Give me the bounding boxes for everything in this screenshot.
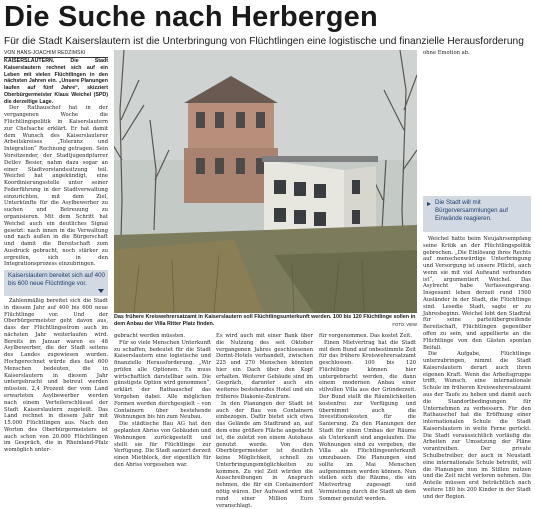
article-lead-column (4, 58, 108, 268)
article-paragraph: Für so viele Menschen Unterkunft zu schaffen, bedeutet für die Stadt Kaiserslautern eine logistische und finanzielle Herausforderung. „Wir prüfen alle Optionen. Es muss wirtschaftlich darstellbar sein. Die günstigste Option wird genommen“, erklärt der Rathauschef das Vorgehen dabei. Alle möglichen Formen werden durchgespielt – von Containern über bestehende Wohnungen bis hin zum Neubau. (114, 339, 211, 421)
pull-quote-text: Kaiserslautern bereitet sich auf 400 bis 600 neue Flüchtlinge vor. (8, 272, 105, 287)
article-paragraph: gebracht werden müssten. (114, 333, 186, 339)
pull-quote-box (4, 270, 108, 296)
info-box (423, 196, 531, 232)
article-column-middle-1 (114, 333, 211, 469)
article-paragraph: Die städtische Bau AG hat den geplanten Abriss von Gebäuden und Wohnungen zurückgestellt und stellt sie für Flüchtlinge zur Verfügung. Die Stadt saniert derzeit einen Mietblock, der eigentlich für den Abriss vorgesehen war. (114, 421, 211, 468)
article-column-right-lower (423, 236, 531, 500)
article-paragraph: für vorgenommen. Das kostet Zeit. (319, 333, 412, 339)
article-paragraph: Weichel hatte beim Neujahrsempfang seine Kritik an der Flüchtlingspolitik gebrochen. „Die Einlösung ihres Rechts auf menschenwürdige Unterbringung und Versorgung ist unsere Pflicht, auch wenn sie mit viel Aufwand verbunden ist“, argumentiert Weichel. Das Asylrecht habe Verfassungsrang. Insgesamt leben derzeit rund 1500 Ausländer in der Stadt, die Flüchtlinge sind. Lesedie Stadt, sagte er zu Jahresbeginn. Weichel lobt den Stadtrat für seine parteiübergreifende Bereitschaft, Flüchtlingen gegenüber offen zu sein, und appellierte an die Flüchtlinge von den Gästen spontan Beifall. (423, 236, 531, 351)
info-box-text: Die Stadt will mit Bürgerversammlungen auf Einwände reagieren. (435, 199, 508, 222)
article-lead (4, 58, 108, 105)
article-paragraph: Einen Mietvertrag hat die Stadt mit dem Bund auf unbestimmte Zeit für das frühere Kreiswehrersatzamt geschlossen. 100 bis 120 Flüchtlinge können hier untergebracht werden, die dann einem modernen Anbau einer stilvollen Villa aus der Gründerzeit. Der Bund stellt die Räumlichkeiten kostenfrei zur Verfügung und übernimmt auch die Investitionskosten für die Sanierung. Zu den Planungen der Stadt für einen Umbau der Räume als Unterkunft sind angelaufen. Die Wohnungen sind zu vergeben, die Villa als Flüchtlingsunterkunft umzubauen. Die Planungen sind sollte im Mai Menschen aufgenommen werden können. Nun stellen sich die Räume, die ein Mietvertrag zugesagt und Vermietung durch die Stadt ab dem Sommer genutzt werden. (319, 339, 416, 502)
article-paragraph: ohne Emotion ab. (423, 50, 470, 56)
article-headline: Die Suche nach Herbergen (4, 1, 378, 33)
photo-caption-text: Das frühere Kreiswehrersatzamt in Kaiserslautern soll Flüchtlingsunterkunft werden. 100 bis 120 Flüchtlinge sollen in dem Anbau der Villa Ritter Platz finden. (114, 314, 416, 327)
article-paragraph: Es wird auch mit einer Bank über die Nutzung des seit Oktober vergangenen Jahres geschlossenen Dorint-Hotels verhandelt, zwischen 225 und 270 Menschen könnten hier ein Dach über den Kopf erhalten. Weiterer Gebäude sind im Gespräch, darunter auch ein weiteres bestehendes Hotel und ein früheres Diakonie-Zentrum. (216, 333, 313, 401)
article-column-right (423, 50, 531, 57)
triangle-down-marker-icon (98, 289, 104, 293)
article-photo (114, 50, 417, 313)
article-paragraph: Zahlenmäßig bereitet sich die Stadt in diesem Jahr auf 400 bis 600 neue Flüchtlinge vor. Und der Oberbürgermeister geht davon aus, dass der Flüchtlingsstrom auch im nächsten Jahr weiterlaufen wird. Bereits im Januar waren es 48 Asylbewerber, die der Stadt seitens des Landes zugewiesen wurden. Hochgerechnet würde dies fast 600 Menschen bedeuten, die in Kaiserslautern in diesem Jahr untergebracht und betreut werden müssten. 2,4 Prozent der vom Land erwarteten Asylbewerber werden nach einem Verteilerschlüssel der Stadt Kaiserslautern zugeteilt. Das Land rechnet in diesem Jahr mit 15.000 Flüchtlingen aus. Nach den Worten des Oberbürgermeisters ist auch schon von 20.000 Flüchtlingen im Gespräch, die in Rheinland-Pfalz womöglich unter- (4, 298, 108, 454)
article-column-middle-3 (319, 333, 416, 503)
article-paragraph: In den Planungen der Stadt ist auch der Bau von Containern einbezogen. Dafür bietet sich etwa das Gelände am Stadtrand an, auf dem eine größere Fläche angedacht ist, die zuletzt von einem Autohaus genutzt wurde. Von den Oberbürgermeister ist deutlich keine Möglichkeit, schnell zu Unterbringungsmöglichkeiten zu kommen. Zu viel Zeit würden die Ausschreibungen in Anspruch nehmen, die für ein Containerdorf nötig wären. Der Aufwand wird mit rund einer Million Euro veranschlagt. (216, 400, 313, 509)
article-byline: VON HANS-JOACHIM REDZIMSKI (4, 50, 86, 56)
article-paragraph: Der Rathauschef hat in der vergangenen Woche die Flüchtlingspolitik in Kaiserslautern zur Chefsache erklärt. Er hat damit dem Wunsch des Kaiserslauterer Arbeitskreises „Toleranz und Integration“ Rechnung getragen. Sein Vorsitzender, der Stadtjugendpfarrer Detlev Besier, nahm dazu sogar an einer Stadtvorstandssitzung teil. Weichel hat angekündigt, eine Koordinierungsstelle unter seiner Federführung in der Stadtverwaltung einzurichten, mit dem Ziel, Unterkünfte für die Asylbewerber zu suchen und Betreuung zu organisieren. Mit dem Schritt hat Weichel auch ein deutliches Signal gesetzt: nach innen in die Verwaltung und nach außen in die Bürgerschaft und damit die Bereitschaft zum Ausdruck gebracht, noch stärker zu ergreifen, sich in den Integrationsprozess einzubringen. (4, 105, 108, 268)
article-lead-text: Die Stadt Kaiserslautern rechnet sich auf ein Leben mit vielen Flüchtlingen in den nächsten Jahren ein. „Unsere Planungen laufen auf fünf Jahre“, skizziert Oberbürgermeister Klaus Weichel (SPD) die derzeitige Lage. (4, 58, 108, 105)
article-column-middle-2 (216, 333, 313, 509)
article-paragraph: Die Aufgabe, Flüchtlinge unterzubringen, nimmt die Stadt Kaiserslautern derart auch ihren eigenen Kraft. Wenn die Arbeitsgruppe trifft, Wunsch, eine internationale Schule im früheren Kreiswehrersatzamt aus der Taufe zu heben und damit auch die Standortbedingungen für Unternehmen zu verbessern. Für den Rathauschef hat die Eröffnung einer internationalen Schule die Stadt Kaiserslautern in weite Ferne gerückt. Die Stadt voraussichtlich vorläufig die Arbeiten zur Umsetzung der Pläne vorantreiben. Der private Schulbetreiber, der auch in Neustadt eine internationale Schule betreibt, will die Planungen nun im Stillen nutzen und die Zeit nicht verloren nehmen. Die Anteile müssen erst beträchtlich nach weitere 180 bis 200 Kinder in der Stadt und der Region. (423, 351, 531, 500)
article-subheadline: Für die Stadt Kaiserslautern ist die Unterbringung von Flüchtlingen eine logistische und finanzielle Herausforderung (4, 36, 524, 47)
photo-caption (114, 314, 417, 328)
article-column-left-lower (4, 298, 108, 454)
article-location: KAISERSLAUTERN. (4, 58, 55, 64)
photo-credit: FOTO: VIEW (392, 322, 417, 327)
triangle-right-marker-icon (427, 202, 431, 206)
building-photo-illustration (114, 50, 417, 313)
